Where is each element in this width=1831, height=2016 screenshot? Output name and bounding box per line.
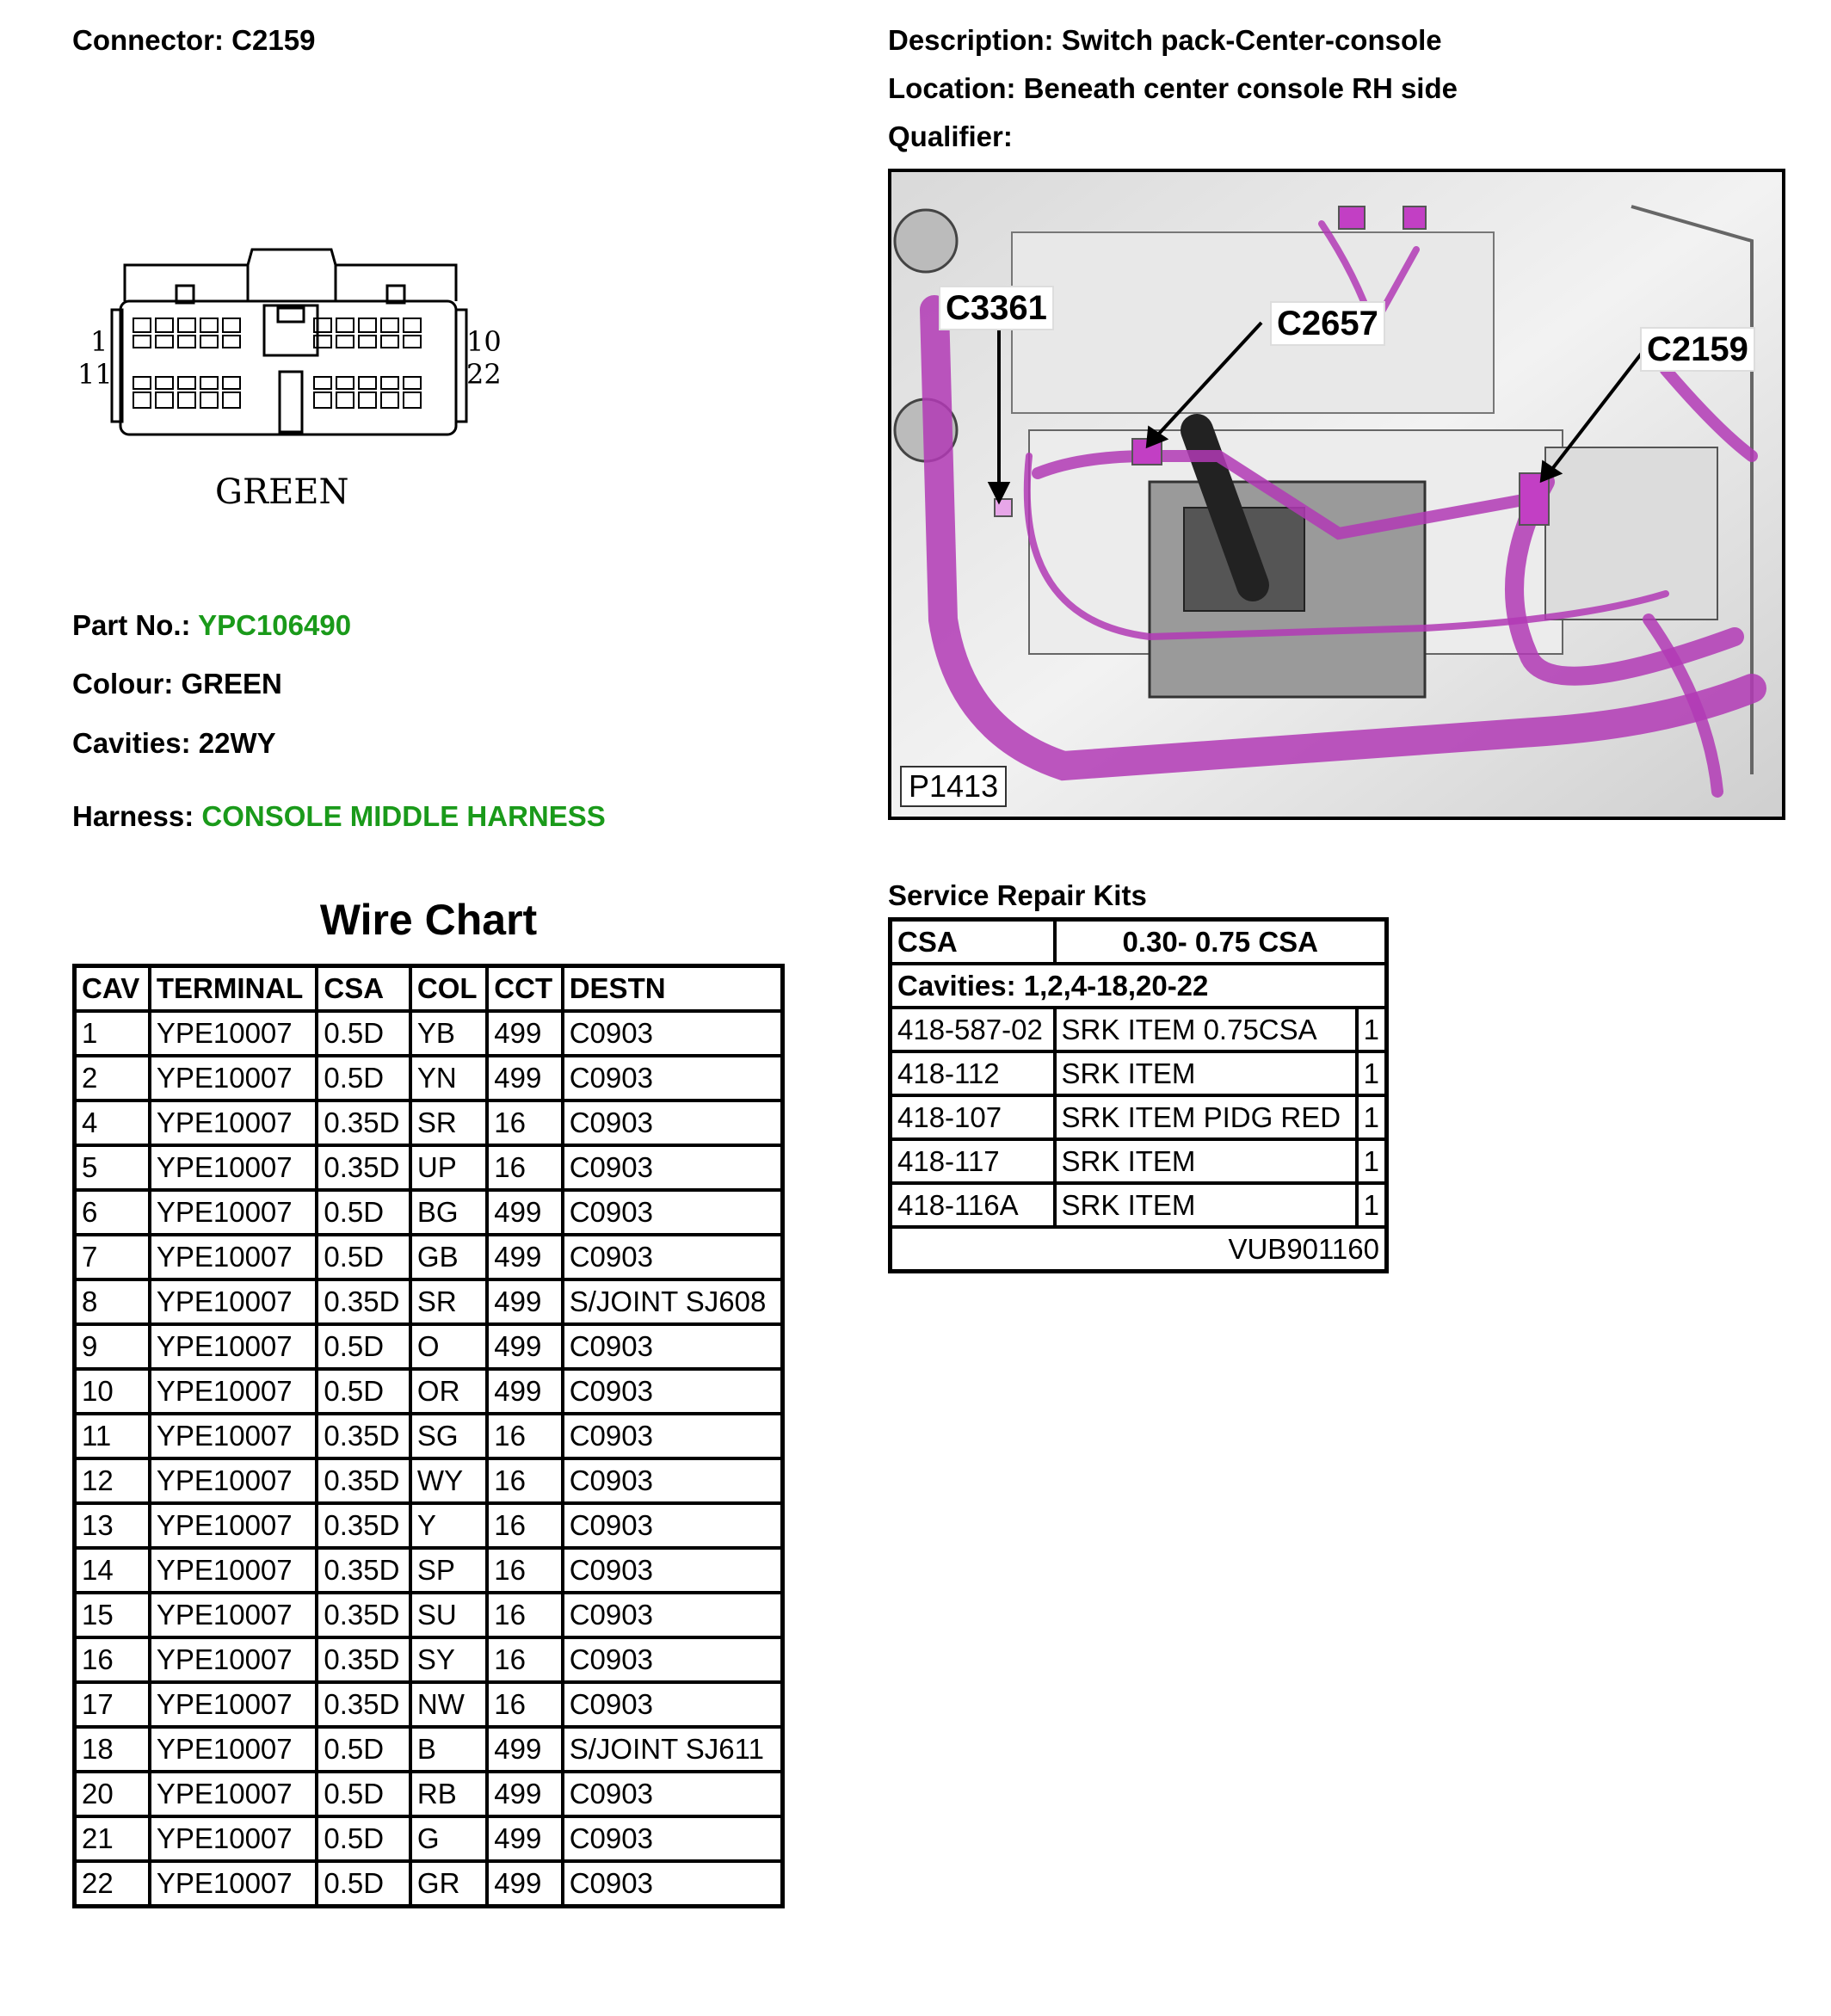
cell-terminal: YPE10007 [150, 1056, 317, 1100]
repair-kits-title: Service Repair Kits [888, 879, 1147, 911]
pin-label-10: 10 [466, 325, 502, 358]
cell-csa: 0.35D [317, 1279, 410, 1324]
cell-cct: 499 [487, 1056, 562, 1100]
pin-label-22: 22 [466, 358, 502, 391]
table-row [75, 1414, 783, 1458]
cell-terminal: YPE10007 [150, 1727, 317, 1772]
cell-col: Y [410, 1503, 487, 1548]
cavities-label: Cavities: [72, 727, 191, 759]
table-row [75, 1593, 783, 1637]
cell-terminal: YPE10007 [150, 1548, 317, 1593]
kit-number: 418-112 [891, 1051, 1055, 1095]
cell-col: RB [410, 1772, 487, 1816]
kit-number: 418-587-02 [891, 1008, 1055, 1051]
cell-cav: 11 [75, 1414, 150, 1458]
cell-csa: 0.5D [317, 1772, 410, 1816]
cell-cct: 16 [487, 1458, 562, 1503]
cell-cct: 499 [487, 1861, 562, 1907]
cell-terminal: YPE10007 [150, 1458, 317, 1503]
table-row [75, 1816, 783, 1861]
cell-terminal: YPE10007 [150, 1011, 317, 1056]
cell-terminal: YPE10007 [150, 1369, 317, 1414]
cell-cav: 8 [75, 1279, 150, 1324]
cell-cav: 4 [75, 1100, 150, 1145]
cell-csa: 0.35D [317, 1548, 410, 1593]
list-item [891, 1095, 1387, 1139]
cell-destn: C0903 [563, 1593, 783, 1637]
cell-cct: 499 [487, 1279, 562, 1324]
cell-cct: 16 [487, 1637, 562, 1682]
table-row [75, 1637, 783, 1682]
cell-destn: C0903 [563, 1324, 783, 1369]
part-label: Part No.: [72, 609, 191, 641]
cell-col: YN [410, 1056, 487, 1100]
cell-cav: 5 [75, 1145, 150, 1190]
cell-cct: 16 [487, 1593, 562, 1637]
kits-cavities: Cavities: 1,2,4-18,20-22 [891, 964, 1387, 1008]
cell-cav: 12 [75, 1458, 150, 1503]
part-number-line [72, 609, 351, 642]
colour-value: GREEN [181, 668, 282, 700]
table-row [75, 1324, 783, 1369]
connector-diagram [73, 241, 521, 525]
cell-cav: 6 [75, 1190, 150, 1235]
cell-col: SU [410, 1593, 487, 1637]
description-label: Description: [888, 24, 1054, 56]
wire-chart-table [72, 964, 785, 1908]
connector-color-label: GREEN [215, 472, 349, 512]
cell-cav: 18 [75, 1727, 150, 1772]
part-number[interactable]: YPC106490 [198, 609, 352, 641]
harness-label: Harness: [72, 800, 194, 832]
cell-destn: C0903 [563, 1056, 783, 1100]
cell-col: GB [410, 1235, 487, 1279]
cell-terminal: YPE10007 [150, 1414, 317, 1458]
cell-col: B [410, 1727, 487, 1772]
cell-destn: S/JOINT SJ611 [563, 1727, 783, 1772]
connector-heading [72, 24, 315, 57]
cell-csa: 0.35D [317, 1682, 410, 1727]
cell-cav: 2 [75, 1056, 150, 1100]
pin-label-11: 11 [77, 358, 113, 391]
cell-destn: C0903 [563, 1414, 783, 1458]
cell-csa: 0.35D [317, 1414, 410, 1458]
cell-destn: C0903 [563, 1682, 783, 1727]
cell-cct: 499 [487, 1235, 562, 1279]
cell-destn: C0903 [563, 1637, 783, 1682]
cell-csa: 0.35D [317, 1593, 410, 1637]
cell-csa: 0.5D [317, 1369, 410, 1414]
cell-cav: 22 [75, 1861, 150, 1907]
cell-col: SP [410, 1548, 487, 1593]
callout-c3361: C3361 [939, 286, 1054, 330]
col-header-terminal: TERMINAL [150, 966, 317, 1012]
table-row [75, 1011, 783, 1056]
table-row [75, 1235, 783, 1279]
cell-csa: 0.35D [317, 1637, 410, 1682]
cell-csa: 0.5D [317, 1190, 410, 1235]
wire-chart-title: Wire Chart [319, 896, 538, 944]
location-label: Location: [888, 72, 1016, 104]
cell-col: G [410, 1816, 487, 1861]
callout-c2657: C2657 [1270, 301, 1385, 346]
cell-col: YB [410, 1011, 487, 1056]
cell-col: SY [410, 1637, 487, 1682]
location-value: Beneath center console RH side [1023, 72, 1458, 104]
cell-cct: 499 [487, 1727, 562, 1772]
kit-description: SRK ITEM [1055, 1139, 1357, 1183]
cavities-line [72, 727, 276, 760]
cell-terminal: YPE10007 [150, 1190, 317, 1235]
table-row [75, 1682, 783, 1727]
cell-destn: C0903 [563, 1548, 783, 1593]
cell-cct: 499 [487, 1369, 562, 1414]
cell-destn: C0903 [563, 1190, 783, 1235]
cell-terminal: YPE10007 [150, 1861, 317, 1907]
col-header-destn: DESTN [563, 966, 783, 1012]
wire-chart-header-row [75, 966, 783, 1012]
cell-col: BG [410, 1190, 487, 1235]
cell-destn: C0903 [563, 1861, 783, 1907]
cell-col: SG [410, 1414, 487, 1458]
cell-csa: 0.5D [317, 1011, 410, 1056]
col-header-csa: CSA [317, 966, 410, 1012]
pin-label-1: 1 [90, 325, 108, 358]
harness-value[interactable]: CONSOLE MIDDLE HARNESS [201, 800, 606, 832]
cell-cct: 16 [487, 1414, 562, 1458]
table-row [75, 1190, 783, 1235]
cell-col: OR [410, 1369, 487, 1414]
cell-col: O [410, 1324, 487, 1369]
cell-cct: 499 [487, 1011, 562, 1056]
kit-number: 418-117 [891, 1139, 1055, 1183]
cell-cct: 499 [487, 1772, 562, 1816]
table-row [75, 1861, 783, 1907]
cell-destn: C0903 [563, 1772, 783, 1816]
col-header-cav: CAV [75, 966, 150, 1012]
callout-c2159: C2159 [1640, 327, 1755, 372]
kits-cavities-row [891, 964, 1387, 1008]
table-row [75, 1145, 783, 1190]
table-row [75, 1458, 783, 1503]
kit-quantity: 1 [1357, 1183, 1387, 1227]
repair-kits-table [888, 917, 1389, 1273]
table-row [75, 1772, 783, 1816]
cell-csa: 0.35D [317, 1503, 410, 1548]
cell-terminal: YPE10007 [150, 1503, 317, 1548]
kit-number: 418-107 [891, 1095, 1055, 1139]
connector-label: Connector: [72, 24, 224, 56]
cell-cav: 15 [75, 1593, 150, 1637]
cell-cct: 16 [487, 1503, 562, 1548]
list-item [891, 1008, 1387, 1051]
cell-csa: 0.5D [317, 1727, 410, 1772]
cell-cct: 499 [487, 1816, 562, 1861]
table-row [75, 1727, 783, 1772]
colour-label: Colour: [72, 668, 174, 700]
cell-cav: 16 [75, 1637, 150, 1682]
list-item [891, 1183, 1387, 1227]
cavities-value: 22WY [198, 727, 276, 759]
description-value: Switch pack-Center-console [1061, 24, 1442, 56]
cell-cav: 17 [75, 1682, 150, 1727]
kit-quantity: 1 [1357, 1139, 1387, 1183]
cell-cav: 9 [75, 1324, 150, 1369]
cell-csa: 0.5D [317, 1861, 410, 1907]
kit-quantity: 1 [1357, 1051, 1387, 1095]
cell-csa: 0.35D [317, 1145, 410, 1190]
cell-cav: 1 [75, 1011, 150, 1056]
cell-destn: C0903 [563, 1145, 783, 1190]
cell-cav: 13 [75, 1503, 150, 1548]
kit-description: SRK ITEM 0.75CSA [1055, 1008, 1357, 1051]
colour-line [72, 668, 282, 700]
cell-destn: C0903 [563, 1369, 783, 1414]
cell-csa: 0.5D [317, 1816, 410, 1861]
cell-destn: S/JOINT SJ608 [563, 1279, 783, 1324]
cell-terminal: YPE10007 [150, 1324, 317, 1369]
cell-terminal: YPE10007 [150, 1772, 317, 1816]
cell-cct: 16 [487, 1100, 562, 1145]
list-item [891, 1051, 1387, 1095]
cell-terminal: YPE10007 [150, 1593, 317, 1637]
cell-destn: C0903 [563, 1011, 783, 1056]
kits-footer-row [891, 1227, 1387, 1272]
cell-cct: 499 [487, 1190, 562, 1235]
kits-csa-label: CSA [891, 920, 1055, 965]
kits-csa-row [891, 920, 1387, 965]
kits-csa-value: 0.30- 0.75 CSA [1055, 920, 1387, 965]
cell-csa: 0.35D [317, 1100, 410, 1145]
table-row [75, 1503, 783, 1548]
harness-line [72, 800, 606, 833]
table-row [75, 1548, 783, 1593]
qualifier-line [888, 120, 1013, 153]
cell-terminal: YPE10007 [150, 1279, 317, 1324]
cell-col: WY [410, 1458, 487, 1503]
cell-csa: 0.5D [317, 1235, 410, 1279]
cell-destn: C0903 [563, 1100, 783, 1145]
cell-col: UP [410, 1145, 487, 1190]
cell-csa: 0.5D [317, 1056, 410, 1100]
cell-cav: 21 [75, 1816, 150, 1861]
kit-description: SRK ITEM PIDG RED [1055, 1095, 1357, 1139]
cell-terminal: YPE10007 [150, 1637, 317, 1682]
cell-cav: 10 [75, 1369, 150, 1414]
cell-terminal: YPE10007 [150, 1682, 317, 1727]
photo-id: P1413 [900, 766, 1007, 807]
description-line [888, 24, 1442, 57]
cell-col: SR [410, 1100, 487, 1145]
list-item [891, 1139, 1387, 1183]
qualifier-label: Qualifier: [888, 120, 1013, 152]
kit-number: 418-116A [891, 1183, 1055, 1227]
cell-destn: C0903 [563, 1503, 783, 1548]
location-line [888, 72, 1458, 105]
cell-cct: 16 [487, 1145, 562, 1190]
kit-description: SRK ITEM [1055, 1051, 1357, 1095]
col-header-cct: CCT [487, 966, 562, 1012]
table-row [75, 1100, 783, 1145]
cell-terminal: YPE10007 [150, 1816, 317, 1861]
cell-destn: C0903 [563, 1235, 783, 1279]
table-row [75, 1369, 783, 1414]
cell-destn: C0903 [563, 1816, 783, 1861]
cell-terminal: YPE10007 [150, 1100, 317, 1145]
cell-cct: 16 [487, 1548, 562, 1593]
kit-description: SRK ITEM [1055, 1183, 1357, 1227]
cell-cct: 499 [487, 1324, 562, 1369]
console-illustration [891, 172, 1782, 817]
table-row [75, 1279, 783, 1324]
cell-cav: 20 [75, 1772, 150, 1816]
cell-cav: 14 [75, 1548, 150, 1593]
kits-footer-code: VUB901160 [891, 1227, 1387, 1272]
connector-value: C2159 [231, 24, 316, 56]
cell-csa: 0.5D [317, 1324, 410, 1369]
kit-quantity: 1 [1357, 1095, 1387, 1139]
cell-terminal: YPE10007 [150, 1145, 317, 1190]
col-header-col: COL [410, 966, 487, 1012]
cell-destn: C0903 [563, 1458, 783, 1503]
cell-col: SR [410, 1279, 487, 1324]
cell-cct: 16 [487, 1682, 562, 1727]
cell-col: GR [410, 1861, 487, 1907]
cell-col: NW [410, 1682, 487, 1727]
cell-cav: 7 [75, 1235, 150, 1279]
cell-terminal: YPE10007 [150, 1235, 317, 1279]
location-photo [888, 169, 1785, 820]
kit-quantity: 1 [1357, 1008, 1387, 1051]
table-row [75, 1056, 783, 1100]
cell-csa: 0.35D [317, 1458, 410, 1503]
